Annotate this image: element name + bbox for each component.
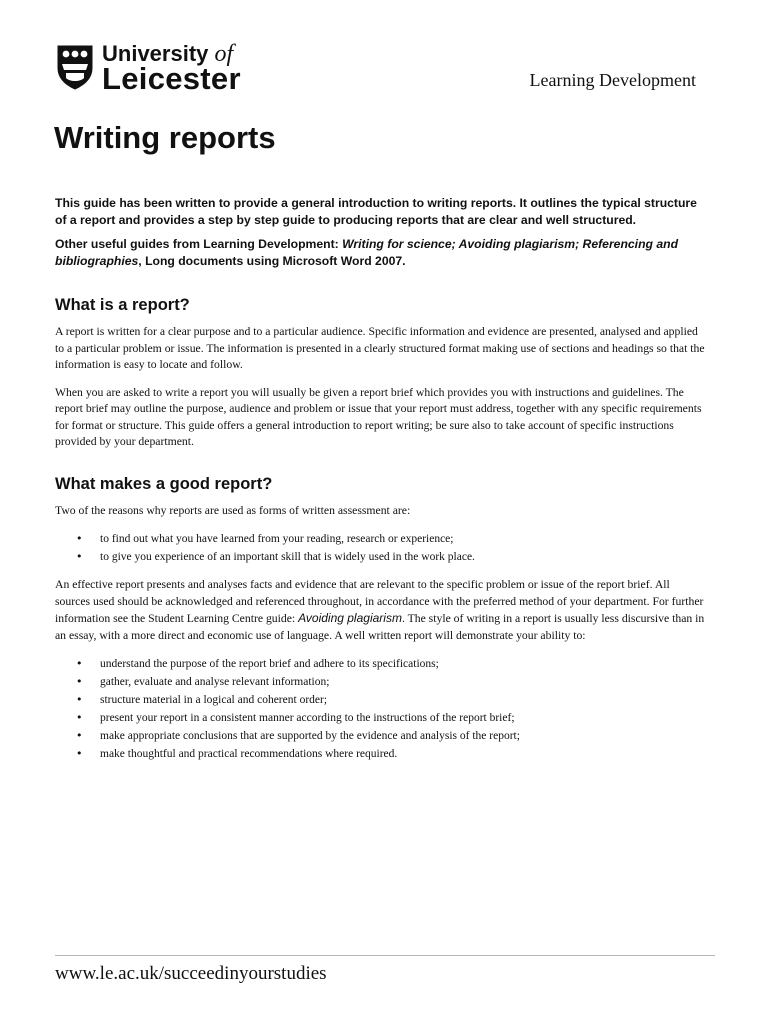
reasons-list — [55, 530, 705, 566]
list-item: • to give you experience of an important skill that is widely used in the work place. — [55, 548, 705, 566]
guide-titles-1: Writing for science; Avoiding plagiarism; Referencing and bibliographies — [55, 237, 679, 268]
guide-title-avoiding-plagiarism: Avoiding plagiarism — [298, 611, 402, 625]
other-guides-paragraph: Other useful guides from Learning Development: Writing for science; Avoiding plagiarism; Referencing and bibliographies, Long documents using Microsoft Word 2007. — [55, 237, 679, 268]
logo-wordmark-line2: Leicester — [102, 61, 241, 96]
list-item: • gather, evaluate and analyse relevant information; — [55, 673, 705, 691]
heading-what-makes-a-good-report: What makes a good report? — [55, 474, 273, 493]
footer-divider — [55, 955, 715, 956]
list-item: • make thoughtful and practical recommendations where required. — [55, 745, 705, 763]
unit-name: Learning Development — [529, 70, 696, 90]
guide-titles-2: Long documents using Microsoft Word 2007 — [145, 253, 403, 268]
page-header — [56, 42, 696, 94]
what-paragraph-2: When you are asked to write a report you will usually be given a report brief which provides you with instructions and guidelines. The report brief may outline the purpose, audience and problem or issue that your report must address, together with any specific requirements for format or structure. This guide offers a general introduction to report writing; be sure also to take account of specific instructions provided by your department. — [55, 385, 702, 448]
good-paragraph-1: Two of the reasons why reports are used as forms of written assessment are: — [55, 503, 411, 517]
good-paragraph-2: An effective report presents and analyses facts and evidence that are relevant to the specific problem or issue of the report brief. All sources used should be acknowledged and referenced throughout, in accordance with the preferred method of your department. For further information see the Student Learning Centre guide: Avoiding plagiarism. The style of writing in a report is usually less discursive than in an essay, with a more direct and economic use of language. A well written report will demonstrate your ability to: — [55, 578, 705, 642]
list-item: • present your report in a consistent manner according to the instructions of the report brief; — [55, 709, 705, 727]
abilities-list — [55, 655, 705, 763]
list-item: • understand the purpose of the report brief and adhere to its specifications; — [55, 655, 705, 673]
logo-wordmark-line1: University of — [102, 41, 234, 67]
list-item: • structure material in a logical and coherent order; — [55, 691, 705, 709]
document-body — [55, 195, 705, 774]
list-item: • make appropriate conclusions that are supported by the evidence and analysis of the report; — [55, 727, 705, 745]
footer-url: www.le.ac.uk/succeedinyourstudies — [55, 963, 327, 984]
list-item: • to find out what you have learned from your reading, research or experience; — [55, 530, 705, 548]
intro-paragraph: This guide has been written to provide a general introduction to writing reports. It outlines the typical structure of a report and provides a step by step guide to producing reports that are clear and well structured. — [55, 196, 697, 227]
page-title: Writing reports — [54, 120, 276, 155]
heading-what-is-a-report: What is a report? — [55, 296, 190, 314]
what-paragraph-1: A report is written for a clear purpose and to a particular audience. Specific information and evidence are presented, analysed and applied to a particular problem or issue. The information is presented in a clearly structured format making use of sections and headings so that the information is easy to locate and follow. — [55, 325, 705, 371]
university-crest-icon — [56, 44, 94, 90]
